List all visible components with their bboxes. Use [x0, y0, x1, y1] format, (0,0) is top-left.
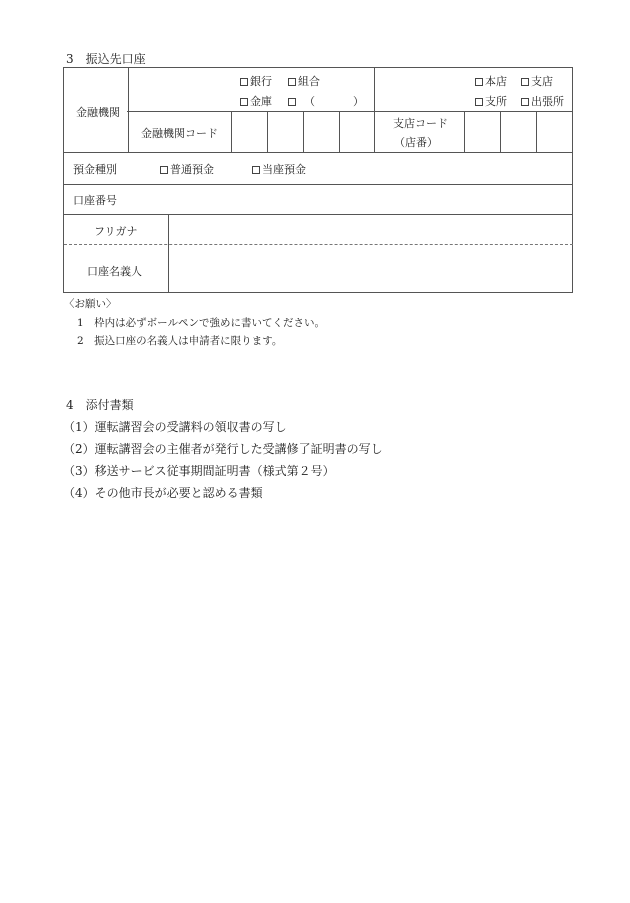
- branch-honten-option[interactable]: 本店: [475, 73, 507, 89]
- checkbox-icon: [475, 78, 483, 86]
- section3-title: 3 振込先口座: [66, 52, 146, 66]
- bank-type-kinko-option[interactable]: 金庫: [240, 93, 272, 109]
- attachment-item: （4）その他市長が必要と認める書類: [63, 486, 263, 500]
- checkbox-icon: [288, 98, 296, 106]
- bank-type-kumiai-option[interactable]: 組合: [288, 73, 320, 89]
- checkbox-icon: [160, 166, 168, 174]
- checkbox-icon: [252, 166, 260, 174]
- deposit-type-label: 預金種別: [73, 163, 117, 176]
- bank-account-table: [63, 67, 573, 293]
- bank-type-other-close: ）: [353, 95, 364, 108]
- account-number-label: 口座番号: [73, 194, 117, 207]
- account-holder-label: 口座名義人: [87, 265, 142, 278]
- bank-code-label: 金融機関コード: [141, 127, 218, 140]
- branch-shiten-option[interactable]: 支店: [521, 73, 553, 89]
- checkbox-icon: [475, 98, 483, 106]
- checkbox-icon: [240, 78, 248, 86]
- branch-shucchojo-option[interactable]: 出張所: [521, 93, 564, 109]
- branch-code-label: 支店コード: [393, 117, 448, 130]
- branch-code-sublabel: （店番）: [394, 136, 438, 149]
- attachment-item: （2）運転講習会の主催者が発行した受講修了証明書の写し: [63, 442, 383, 456]
- checkbox-icon: [521, 78, 529, 86]
- branch-shisho-option[interactable]: 支所: [475, 93, 507, 109]
- attachment-item: （3）移送サービス従事期間証明書（様式第２号）: [63, 464, 335, 478]
- bank-label: 金融機関: [76, 106, 120, 119]
- note-item: 1 枠内は必ずボールペンで強めに書いてください。: [77, 317, 325, 329]
- bank-type-bank-option[interactable]: 銀行: [240, 73, 272, 89]
- section4-title: 4 添付書類: [66, 398, 134, 412]
- checkbox-icon: [521, 98, 529, 106]
- deposit-futsu-option[interactable]: 普通預金: [160, 161, 214, 177]
- note-item: 2 振込口座の名義人は申請者に限ります。: [77, 335, 283, 347]
- bank-type-other-option[interactable]: （: [288, 93, 315, 109]
- attachment-item: （1）運転講習会の受講料の領収書の写し: [63, 420, 287, 434]
- notes-heading: 〈お願い〉: [64, 298, 117, 310]
- checkbox-icon: [240, 98, 248, 106]
- deposit-toza-option[interactable]: 当座預金: [252, 161, 306, 177]
- furigana-label: フリガナ: [94, 225, 138, 238]
- checkbox-icon: [288, 78, 296, 86]
